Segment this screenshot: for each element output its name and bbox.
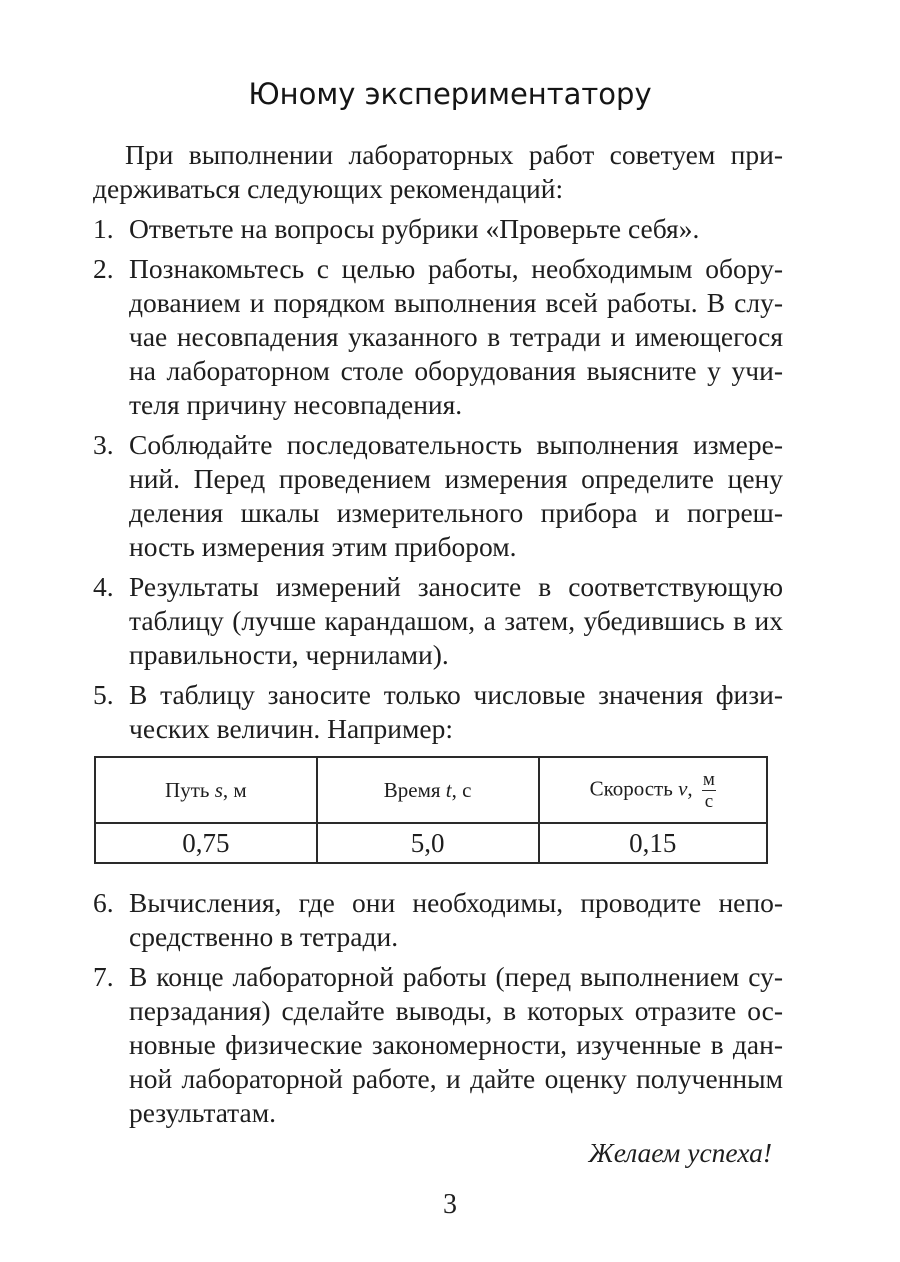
list-item-6 xyxy=(93,886,783,954)
item-line: ческих величин. Например: xyxy=(129,713,453,744)
item-number: 6. xyxy=(93,887,114,918)
header-label: Скорость xyxy=(589,775,673,800)
intro-paragraph xyxy=(93,138,783,206)
item-line: В конце лабораторной работы (перед выполнением су- xyxy=(129,961,783,992)
item-line: средственно в тетради. xyxy=(129,921,399,952)
intro-line: держиваться следующих рекомендаций: xyxy=(93,173,564,204)
header-unit: , с xyxy=(451,778,472,802)
header-cell-time xyxy=(317,757,539,823)
item-line: В таблицу заносите только числовые значения физи- xyxy=(129,679,783,710)
fraction-numerator: м xyxy=(702,768,715,790)
item-line: Ответьте на вопросы рубрики «Проверьте себя». xyxy=(129,213,700,244)
item-line: чае несовпадения указанного в тетради и имеющегося xyxy=(129,321,783,352)
item-line: правильности, чернилами). xyxy=(129,639,449,670)
item-line: новные физические закономерности, изученные в дан- xyxy=(129,1029,783,1060)
item-line: на лабораторном столе оборудования выясните у учи- xyxy=(129,355,783,386)
item-line: перзадания) сделайте выводы, в которых отразите ос- xyxy=(129,995,783,1026)
header-symbol: v xyxy=(678,775,688,800)
item-line: Результаты измерений заносите в соответствующую xyxy=(129,571,783,602)
page-number: 3 xyxy=(443,1189,457,1220)
item-line: ность измерения этим прибором. xyxy=(129,531,517,562)
item-number: 3. xyxy=(93,429,114,460)
item-line: деления шкалы измерительного прибора и погреш- xyxy=(129,497,783,528)
item-line: Вычисления, где они необходимы, проводите непо- xyxy=(129,887,783,918)
value-cell: 0,75 xyxy=(95,823,317,863)
header-symbol: t xyxy=(445,778,452,802)
item-number: 5. xyxy=(93,679,114,710)
item-line: таблицу (лучше карандашом, а затем, убедившись в их xyxy=(129,605,783,636)
item-line: ний. Перед проведением измерения определите цену xyxy=(129,463,783,494)
header-label: Путь xyxy=(165,778,210,802)
table-header-row xyxy=(95,757,767,823)
list-item-5 xyxy=(93,678,783,746)
header-cell-path xyxy=(95,757,317,823)
list-item-1 xyxy=(93,212,783,246)
header-cell-speed xyxy=(539,757,768,823)
item-line: Познакомьтесь с целью работы, необходимым обору- xyxy=(129,253,783,284)
item-line: дованием и порядком выполнения всей работы. В слу- xyxy=(129,287,783,318)
item-number: 2. xyxy=(93,253,114,284)
fraction-denominator: с xyxy=(704,790,714,812)
value-cell: 0,15 xyxy=(539,823,768,863)
list-item-2 xyxy=(93,252,783,422)
item-number: 7. xyxy=(93,961,114,992)
header-label: Время xyxy=(383,778,441,802)
item-line: результатам. xyxy=(129,1097,277,1128)
header-unit: , м xyxy=(222,778,247,802)
item-line: ной лабораторной работе, и дайте оценку полученным xyxy=(129,1063,783,1094)
item-line: Соблюдайте последовательность выполнения измере- xyxy=(129,429,783,460)
closing-wish: Желаем успеха! xyxy=(588,1137,772,1168)
intro-line: При выполнении лабораторных работ советуем при- xyxy=(125,139,783,170)
table-row xyxy=(95,823,767,863)
header-symbol: s xyxy=(214,778,223,802)
item-number: 1. xyxy=(93,213,114,244)
page-title: Юному экспериментатору xyxy=(248,77,652,111)
list-item-7 xyxy=(93,960,783,1130)
list-item-3 xyxy=(93,428,783,564)
example-table xyxy=(94,756,768,864)
item-number: 4. xyxy=(93,571,114,602)
list-item-4 xyxy=(93,570,783,672)
header-unit: , xyxy=(687,775,693,800)
value-cell: 5,0 xyxy=(317,823,539,863)
item-line: теля причину несовпадения. xyxy=(129,389,463,420)
unit-fraction xyxy=(702,770,716,811)
